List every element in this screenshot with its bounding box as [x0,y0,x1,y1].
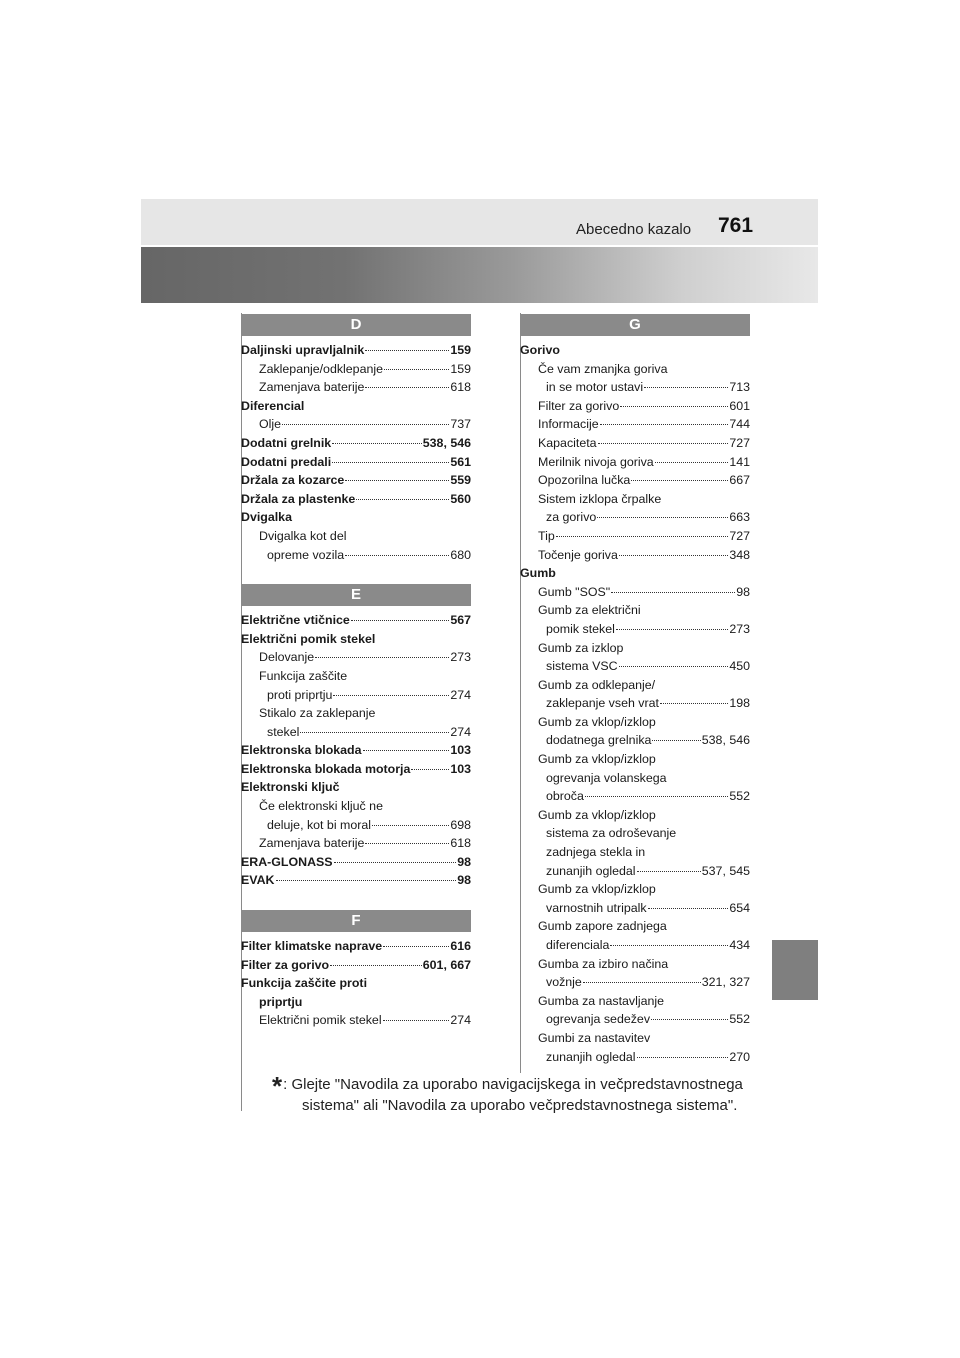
entry-term: Gumba za nastavljanje [538,993,665,1008]
index-entry [520,415,750,434]
index-entry [520,527,750,546]
index-entry [241,853,471,872]
entry-term: Stikalo za zaklepanje [259,706,376,721]
entry-term: stekel [267,724,300,739]
dot-leader [332,462,449,463]
index-entry [241,648,471,667]
entry-term: deluje, kot bi moral [267,817,371,832]
dot-leader [365,843,449,844]
index-entry [520,546,750,565]
entry-term: Filter klimatske naprave [241,939,383,954]
entry-page-ref: 654 [729,900,750,915]
index-entry [520,992,750,1011]
index-entry [520,583,750,602]
index-entry [520,862,750,881]
entry-term: Gumb za odklepanje/ [538,677,656,692]
entry-term: sistema VSC [546,659,618,674]
entry-term: obroča [546,789,584,804]
entry-page-ref: 559 [450,473,471,488]
index-entry [241,778,471,797]
entry-page-ref: 616 [450,939,471,954]
entry-page-ref: 698 [450,817,471,832]
index-entry [520,1029,750,1048]
dot-leader [411,769,449,770]
entry-page-ref: 273 [450,650,471,665]
entry-page-ref: 159 [450,343,471,357]
entry-term: ogrevanja volanskega [546,770,667,785]
dot-leader [333,695,449,696]
entry-term: Delovanje [259,650,315,665]
index-entry [520,750,750,769]
entry-page-ref: 680 [450,547,471,562]
dot-leader [651,1019,728,1020]
index-entry [241,397,471,416]
entry-term: Gorivo [520,343,560,357]
entry-page-ref: 98 [457,873,471,888]
entry-term: Električni pomik stekel [241,631,376,646]
index-entry [520,397,750,416]
dot-leader [619,555,728,556]
entry-page-ref: 98 [736,584,750,599]
dot-leader [363,750,450,751]
entry-term: priprtju [259,994,303,1009]
entry-term: Funkcija zaščite [259,668,348,683]
entry-page-ref: 348 [729,547,750,562]
index-entry [520,360,750,379]
index-entry [520,843,750,862]
entry-page-ref: 141 [729,454,750,469]
entry-term: ERA-GLONASS [241,854,333,869]
entry-term: Diferencial [241,398,305,413]
dot-leader [597,517,728,518]
entry-term: EVAK [241,873,275,888]
entry-term: Daljinski upravljalnik [241,343,365,357]
index-entry [241,453,471,472]
entry-page-ref: 552 [729,789,750,804]
entry-page-ref: 618 [450,380,471,395]
dot-leader [631,480,728,481]
index-entry [241,508,471,527]
entry-page-ref: 274 [450,687,471,702]
index-entry [241,434,471,453]
entry-term: Filter za gorivo [538,398,620,413]
dot-leader [556,536,729,537]
dot-leader [383,946,449,947]
entry-page-ref: 450 [729,659,750,674]
index-entry [520,1048,750,1067]
dot-leader [620,406,728,407]
index-entry [520,899,750,918]
index-entry [241,741,471,760]
index-column-left [241,314,471,1030]
entry-term: Olje [259,417,282,432]
section-header-f: F [241,910,471,932]
entry-term: Kapaciteta [538,435,597,450]
section-gap [241,890,471,910]
section-gap [241,564,471,584]
entry-term: Gumb za vklop/izklop [538,882,656,897]
entry-term: Informacije [538,417,599,432]
footnote-line-2: sistema" ali "Navodila za uporabo večpredstavnostnega sistema". [302,1097,738,1114]
entry-term: pomik stekel [546,621,615,636]
entry-page-ref: 103 [450,761,471,776]
dot-leader [616,629,728,630]
entry-term: vožnje [546,975,582,990]
entry-page-ref: 727 [729,528,750,543]
entry-term: Opozorilna lučka [538,473,631,488]
entry-term: zunanjih ogledal [546,1049,636,1064]
entry-term: Gumb za izklop [538,640,624,655]
entry-term: Držala za plastenke [241,491,356,506]
dot-leader [330,965,422,966]
index-entry [241,1011,471,1030]
index-entry [241,760,471,779]
entry-term: Gumb [520,566,556,581]
entry-term: Držala za kozarce [241,473,345,488]
index-entry [520,880,750,899]
index-entry [241,956,471,975]
entry-term: in se motor ustavi [546,380,644,395]
entry-page-ref: 601 [729,398,750,413]
entry-page-ref: 538, 546 [701,733,750,748]
dot-leader [598,443,729,444]
index-entry [520,471,750,490]
index-entry [520,1010,750,1029]
entry-page-ref: 737 [450,417,471,432]
index-entry [520,657,750,676]
index-entry [520,917,750,936]
entry-term: Zamenjava baterije [259,380,365,395]
section-header-e: E [241,584,471,606]
entry-page-ref: 274 [450,724,471,739]
index-entry [241,704,471,723]
dot-leader [611,592,735,593]
entry-term: Gumb za vklop/izklop [538,807,656,822]
section-header-g: G [520,314,750,336]
index-entry [520,824,750,843]
index-entry [241,993,471,1012]
dot-leader [610,945,728,946]
dot-leader [351,620,449,621]
entry-page-ref: 273 [729,621,750,636]
entry-term: Električni pomik stekel [259,1013,382,1028]
index-entry [520,378,750,397]
index-entry [520,769,750,788]
index-entry [520,806,750,825]
entry-page-ref: 552 [729,1012,750,1027]
dot-leader [383,1020,450,1021]
index-entry [241,723,471,742]
entry-page-ref: 561 [450,454,471,469]
dot-leader [600,424,729,425]
index-entry [520,564,750,583]
index-entry [241,834,471,853]
index-entry [241,341,471,360]
entry-term: varnostnih utripalk [546,900,647,915]
entry-page-ref: 537, 545 [701,863,750,878]
entry-term: Električne vtičnice [241,613,350,628]
footnote [272,1071,762,1116]
entry-page-ref: 434 [729,938,750,952]
index-entry [520,453,750,472]
index-entry [241,527,471,546]
page-title: Abecedno kazalo [576,221,692,238]
entry-term: Dvigalka [241,510,292,525]
entry-page-ref: 159 [450,361,471,376]
footnote-line-1 [272,1071,762,1101]
footnote-marker: * [272,1071,283,1101]
index-entry [241,360,471,379]
entry-page-ref: 663 [729,510,750,525]
dot-leader [315,657,449,658]
entry-term: Gumb za električni [538,603,641,618]
entry-page-ref: 567 [450,613,471,628]
entry-term: Funkcija zaščite proti [241,976,368,991]
index-entry [520,620,750,639]
index-entry [241,816,471,835]
dot-leader [619,666,729,667]
entry-page-ref: 198 [729,696,750,711]
entry-page-ref: 601, 667 [422,957,471,972]
index-entry [520,434,750,453]
entry-term: Če elektronski ključ ne [259,799,383,814]
entry-term: Zaklepanje/odklepanje [259,361,383,376]
dot-leader [356,499,449,500]
dot-leader [300,732,449,733]
entry-term: Gumb za vklop/izklop [538,752,656,767]
entry-term: Če vam zmanjka goriva [538,361,668,376]
entry-page-ref: 744 [729,417,750,432]
index-entry [520,713,750,732]
entry-term: sistema za odroševanje [546,826,677,841]
dot-leader [345,555,449,556]
entry-page-ref: 274 [450,1013,471,1028]
entry-term: Sistem izklopa črpalke [538,491,662,506]
entry-page-ref: 560 [450,491,471,506]
dot-leader [276,880,457,881]
index-entry [520,694,750,713]
dot-leader [652,740,700,741]
entry-term: Gumb "SOS" [538,584,611,599]
section-header-d: D [241,314,471,336]
dot-leader [644,387,728,388]
index-entry [241,686,471,705]
entry-term: Dodatni grelnik [241,435,332,450]
entry-term: Elektronska blokada motorja [241,761,411,776]
entry-page-ref: 713 [729,380,750,395]
dot-leader [384,369,449,370]
entry-term: dodatnega grelnika [546,733,652,748]
dot-leader [282,424,449,425]
header-gradient-band [141,247,818,303]
index-entry [241,378,471,397]
index-column-right [520,314,750,1066]
page-number: 761 [718,214,754,237]
entry-term: opreme vozila [267,547,345,562]
dot-leader [583,982,701,983]
index-entry [241,630,471,649]
dot-leader [365,387,449,388]
dot-leader [660,703,728,704]
entry-term: Dodatni predali [241,454,332,469]
entry-term: zaklepanje vseh vrat [546,696,659,711]
index-entry [520,508,750,527]
entry-page-ref: 538, 546 [422,435,471,450]
dot-leader [655,462,729,463]
entry-term: zadnjega stekla in [546,845,646,860]
index-entry [241,611,471,630]
dot-leader [585,796,728,797]
entry-term: Tip [538,528,555,543]
entry-term: diferenciala [546,938,610,952]
footnote-text-1: : Glejte "Navodila za uporabo navigacijskega in večpredstavnostnega [283,1076,743,1093]
entry-term: ogrevanja sedežev [546,1012,651,1027]
entry-term: proti priprtju [267,687,333,702]
entry-page-ref: 727 [729,435,750,450]
entry-term: Gumb zapore zadnjega [538,919,667,934]
index-entry [241,797,471,816]
entry-term: zunanjih ogledal [546,863,636,878]
index-entry [520,601,750,620]
entry-page-ref: 98 [457,854,471,869]
page-header [141,199,818,245]
index-entry [520,341,750,360]
entry-page-ref: 321, 327 [701,975,750,990]
index-entry [520,955,750,974]
dot-leader [345,480,449,481]
index-entry [520,787,750,806]
entry-term: Gumbi za nastavitev [538,1030,651,1045]
dot-leader [637,871,701,872]
entry-term: Gumba za izbiro načina [538,956,669,971]
dot-leader [648,908,729,909]
entry-term: Gumb za vklop/izklop [538,714,656,729]
index-entry [241,667,471,686]
entry-page-ref: 270 [729,1049,750,1064]
entry-page-ref: 667 [729,473,750,488]
entry-page-ref: 618 [450,836,471,851]
index-entry [241,471,471,490]
index-entry [520,676,750,695]
entry-term: Elektronski ključ [241,780,340,795]
dot-leader [334,862,457,863]
index-entry [241,937,471,956]
entry-term: Dvigalka kot del [259,528,347,543]
entry-term: Filter za gorivo [241,957,330,972]
entry-term: Zamenjava baterije [259,836,365,851]
index-entry [520,731,750,750]
chapter-tab [772,940,818,1000]
index-entry [520,973,750,992]
index-entry [520,936,750,955]
index-entry [520,639,750,658]
index-entry [241,974,471,993]
index-entry [241,871,471,890]
dot-leader [372,825,449,826]
index-entry [241,490,471,509]
dot-leader [637,1057,729,1058]
dot-leader [365,350,449,351]
dot-leader [332,443,422,444]
entry-page-ref: 103 [450,743,471,758]
index-entry [520,490,750,509]
entry-term: za gorivo [546,510,597,525]
index-entry [241,415,471,434]
entry-term: Točenje goriva [538,547,618,562]
entry-term: Merilnik nivoja goriva [538,454,654,469]
index-entry [241,546,471,565]
entry-term: Elektronska blokada [241,743,362,758]
